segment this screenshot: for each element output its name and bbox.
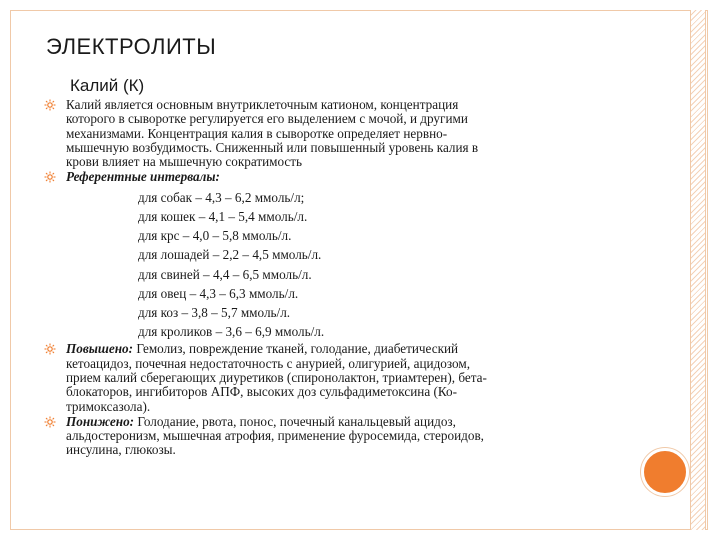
interval-item: для кроликов – 3,6 – 6,9 ммоль/л. [138,324,325,340]
interval-item: для кошек – 4,1 – 5,4 ммоль/л. [138,208,308,224]
slide-title: ЭЛЕКТРОЛИТЫ [46,34,217,59]
decreased-label: Понижено: [66,413,135,429]
increased-line [66,342,614,356]
increased-text: Гемолиз, повреждение тканей, голодание, диабетический [133,341,459,357]
decorative-stripe [690,10,706,530]
decreased-text: Голодание, рвота, понос, почечный канальцевый ацидоз, [134,413,456,429]
intro-line: крови влияет на мышечную сократимость [66,154,303,170]
slide-content [44,98,614,458]
interval-item: для свиней – 4,4 – 6,5 ммоль/л. [138,266,312,282]
reference-heading: Референтные интервалы: [66,169,220,185]
increased-line: тримоксазола). [66,398,151,414]
decreased-line: альдостеронизм, мышечная атрофия, применение фуросемида, стероидов, [66,428,484,444]
bullet-reference [44,170,614,341]
bullet-increased [44,342,614,413]
increased-label: Повышено: [66,341,134,357]
decorative-circle [641,448,689,496]
intro-line: Калий является основным внутриклеточным катионом, концентрация [66,97,459,112]
interval-item: для овец – 4,3 – 6,3 ммоль/л. [138,285,299,301]
sun-bullet-icon [44,343,56,355]
interval-item: для коз – 3,8 – 5,7 ммоль/л. [138,305,291,320]
decreased-line [66,415,614,429]
increased-line: кетоацидоз, почечная недостаточность с анурией, олигурией, ацидозом, [66,355,471,371]
increased-line: прием калий сберегающих диуретиков (спиронолактон, триамтерен), бета- [66,370,487,385]
intro-line: мышечную возбудимость. Сниженный или повышенный уровень калия в [66,139,479,155]
increased-line: блокаторов, ингибиторов АПФ, высоких доз сульфадиметоксина (Ко- [66,384,458,400]
slide-subtitle: Калий (К) [70,76,145,95]
interval-item: для лошадей – 2,2 – 4,5 ммоль/л. [138,247,322,263]
interval-item: для собак – 4,3 – 6,2 ммоль/л; [138,189,305,205]
reference-intervals [138,188,614,342]
intro-line: которого в сыворотке регулируется его выделением с мочой, и другими [66,111,468,127]
sun-bullet-icon [44,99,56,111]
bullet-decreased [44,415,614,458]
interval-item: для крс – 4,0 – 5,8 ммоль/л. [138,228,292,244]
sun-bullet-icon [44,416,56,428]
intro-line: механизмами. Концентрация калия в сыворотке определяет нервно- [66,125,448,141]
sun-bullet-icon [44,171,56,183]
decreased-line: инсулина, глюкозы. [66,442,176,458]
bullet-intro [44,98,614,169]
